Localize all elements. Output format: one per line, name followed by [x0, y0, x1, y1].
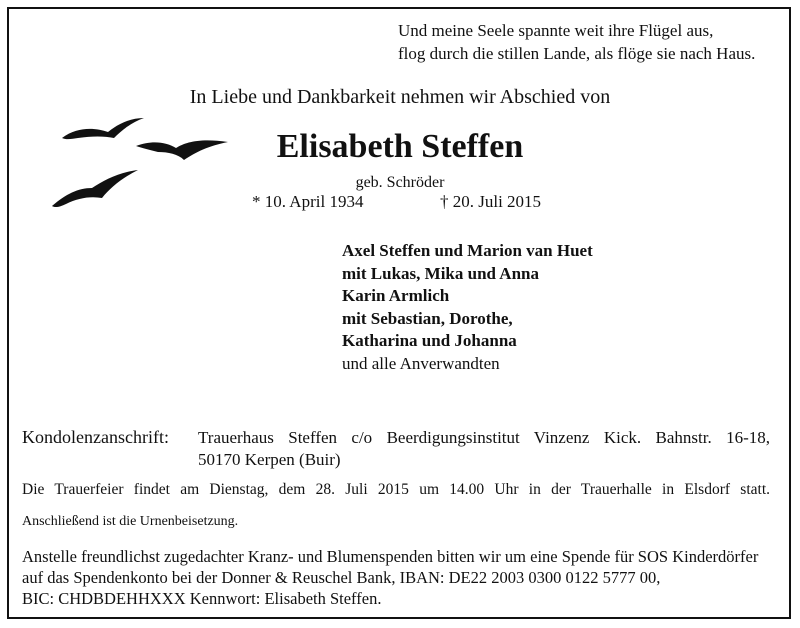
intro-text: In Liebe und Dankbarkeit nehmen wir Abschied von [189, 86, 611, 108]
condolence-label: Kondolenzanschrift: [22, 427, 169, 447]
donation-line-3: BIC: CHDBDEHHXXX Kennwort: Elisabeth Steffen. [22, 589, 382, 608]
donation-line-1: Anstelle freundlichst zugedachter Kranz- und Blumenspenden bitten wir um eine Spende für SOS Kinderdörfer [22, 547, 759, 566]
poem-quote [398, 19, 755, 65]
deceased-name: Elisabeth Steffen [276, 128, 524, 165]
poem-line-2: flog durch die stillen Lande, als flöge sie nach Haus. [398, 44, 756, 63]
family-line: Karin Armlich [342, 286, 450, 305]
donation-line-2: auf das Spendenkonto bei der Donner & Reuschel Bank, IBAN: DE22 2003 0300 0122 5777 00, [22, 568, 661, 587]
condolence-address-line-1: Trauerhaus Steffen c/o Beerdigungsinstitut Vinzenz Kick. Bahnstr. 16-18, [198, 428, 770, 447]
relatives-line: und alle Anverwandten [342, 353, 500, 373]
birth-name: geb. Schröder [355, 174, 445, 191]
donation-info [22, 546, 774, 609]
death-date: † 20. Juli 2015 [440, 192, 542, 211]
family-line: mit Sebastian, Dorothe, [342, 308, 513, 328]
family-list [342, 240, 593, 375]
urn-info: Anschließend ist die Urnenbeisetzung. [22, 514, 239, 529]
condolence-address [198, 427, 770, 471]
family-line: mit Lukas, Mika und Anna [342, 263, 539, 283]
family-line: Axel Steffen und Marion van Huet [342, 241, 593, 260]
family-line: Katharina und Johanna [342, 331, 517, 350]
funeral-info: Die Trauerfeier findet am Dienstag, dem 28. Juli 2015 um 14.00 Uhr in der Trauerhalle in Elsdorf statt. [22, 481, 770, 498]
poem-line-1: Und meine Seele spannte weit ihre Flügel aus, [398, 21, 714, 40]
condolence-address-line-2: 50170 Kerpen (Buir) [198, 450, 341, 469]
birth-date: * 10. April 1934 [252, 192, 364, 211]
